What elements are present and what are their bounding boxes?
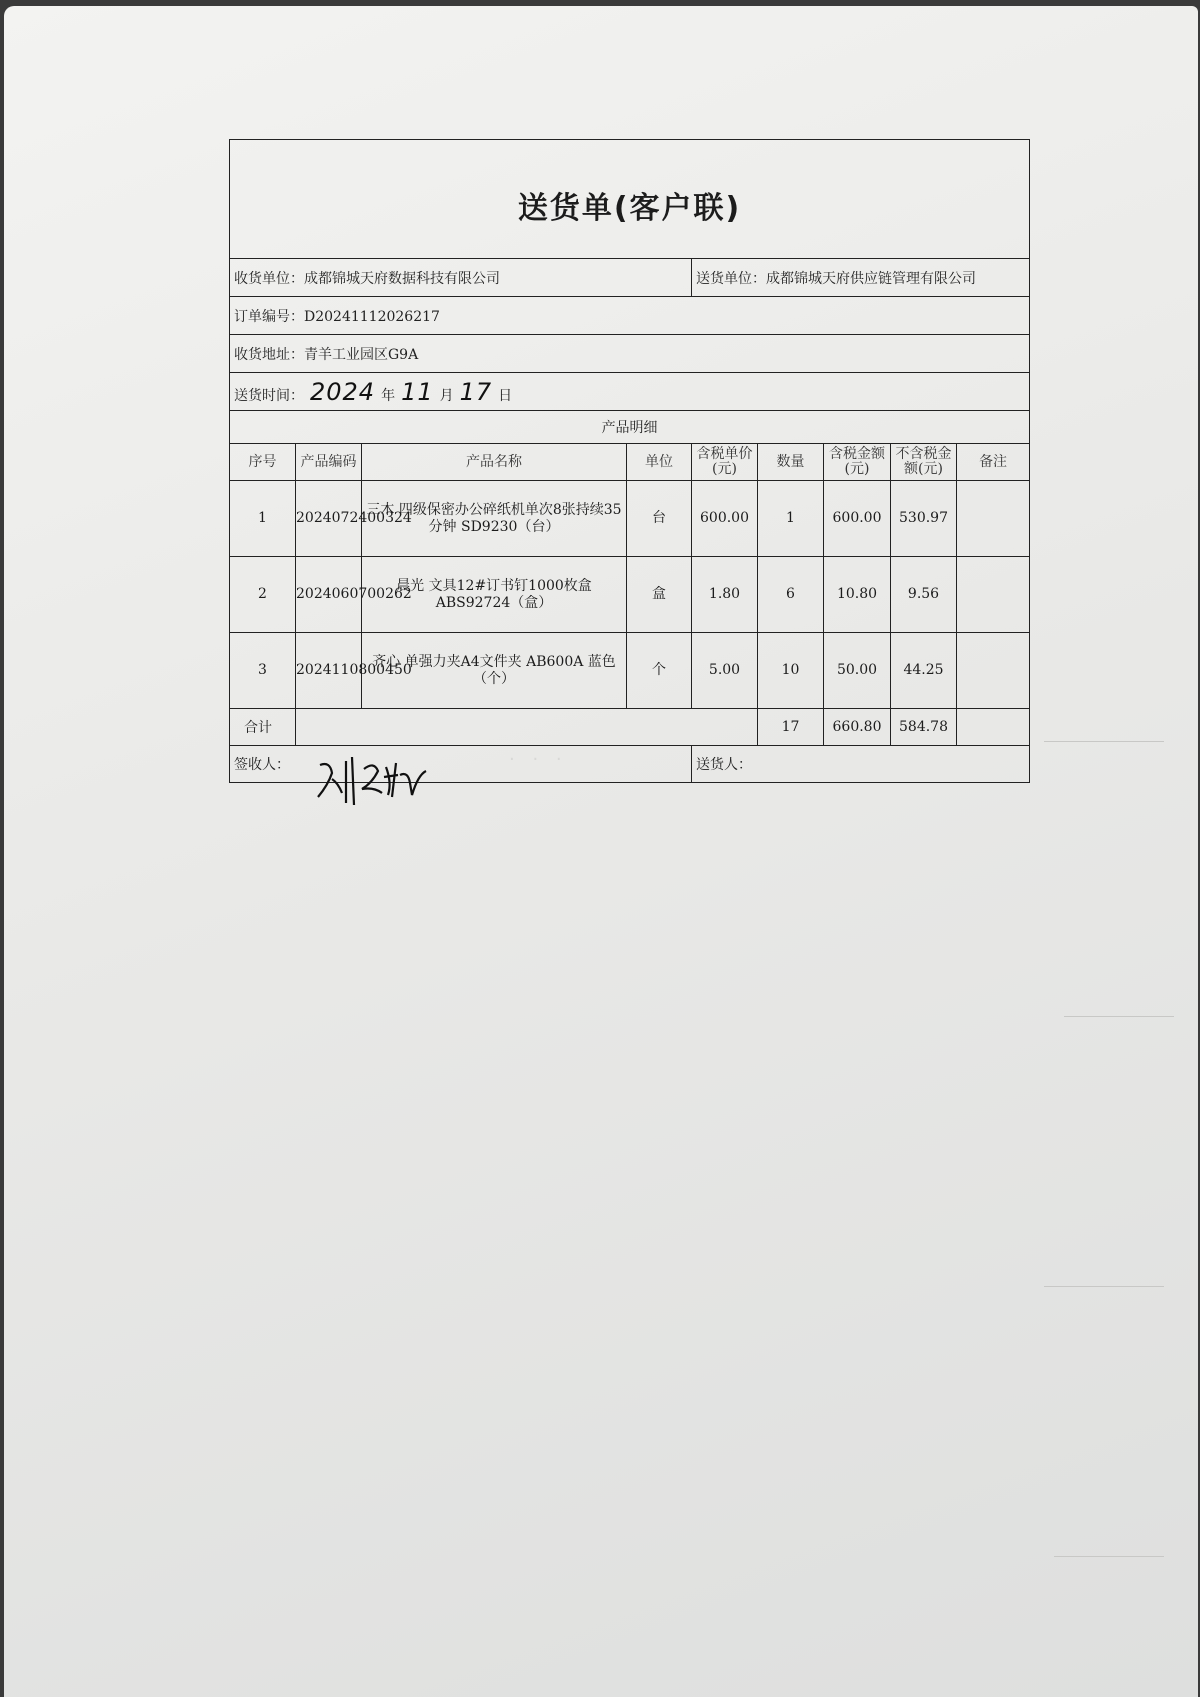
- handwritten-month: 11: [401, 377, 434, 406]
- item-net: 9.56: [891, 557, 957, 633]
- item-no: 1: [230, 481, 296, 557]
- total-blank: [296, 709, 758, 746]
- col-header-amount: 含税金额(元): [824, 444, 891, 481]
- item-no: 2: [230, 557, 296, 633]
- address-label: 收货地址：: [234, 346, 304, 363]
- item-qty: 1: [758, 481, 824, 557]
- year-char: 年: [381, 387, 396, 404]
- col-header-net: 不含税金额(元): [891, 444, 957, 481]
- total-remark: [957, 709, 1030, 746]
- section-title: 产品明细: [230, 411, 1030, 444]
- total-amount: 660.80: [824, 709, 891, 746]
- delivery-time-label: 送货时间：: [234, 387, 304, 404]
- document-title: 送货单(客户联): [230, 140, 1030, 259]
- deliverer-label: 送货人：: [696, 757, 752, 773]
- month-char: 月: [439, 387, 454, 404]
- delivery-table: [229, 139, 1030, 783]
- item-code: 2024060700262: [296, 557, 362, 633]
- item-unit: 台: [627, 481, 692, 557]
- item-name: 三木 四级保密办公碎纸机单次8张持续35分钟 SD9230（台）: [362, 481, 627, 557]
- item-name: 晨光 文具12#订书钉1000枚盒 ABS92724（盒）: [362, 557, 627, 633]
- table-row: [230, 481, 1030, 557]
- order-label: 订单编号：: [234, 308, 304, 325]
- delivery-time-cell: [230, 373, 1030, 411]
- item-price: 600.00: [692, 481, 758, 557]
- col-header-remark: 备注: [957, 444, 1030, 481]
- col-header-name: 产品名称: [362, 444, 627, 481]
- paper-sheet: [4, 6, 1198, 1697]
- total-net: 584.78: [891, 709, 957, 746]
- sender-value: 成都锦城天府供应链管理有限公司: [766, 270, 976, 287]
- item-unit: 个: [627, 633, 692, 709]
- delivery-note: [229, 139, 1029, 783]
- item-net: 530.97: [891, 481, 957, 557]
- receiver-label: 收货单位：: [234, 270, 304, 287]
- receiver-cell: [230, 259, 692, 297]
- column-header-row: [230, 444, 1030, 481]
- item-remark: [957, 481, 1030, 557]
- handwritten-year: 2024: [310, 377, 376, 406]
- table-row: [230, 633, 1030, 709]
- handwritten-day: 17: [459, 377, 493, 406]
- signer-cell: [230, 746, 692, 783]
- total-qty: 17: [758, 709, 824, 746]
- item-price: 1.80: [692, 557, 758, 633]
- item-price: 5.00: [692, 633, 758, 709]
- col-header-qty: 数量: [758, 444, 824, 481]
- address-value: 青羊工业园区G9A: [304, 346, 419, 363]
- table-row: [230, 557, 1030, 633]
- item-amount: 10.80: [824, 557, 891, 633]
- deliverer-cell: [692, 746, 1030, 783]
- total-label: 合计: [230, 709, 296, 746]
- signer-label: 签收人：: [234, 757, 290, 773]
- item-qty: 10: [758, 633, 824, 709]
- order-number-cell: [230, 297, 1030, 335]
- sender-cell: [692, 259, 1030, 297]
- total-row: [230, 709, 1030, 746]
- col-header-code: 产品编码: [296, 444, 362, 481]
- col-header-unit: 单位: [627, 444, 692, 481]
- item-unit: 盒: [627, 557, 692, 633]
- item-code: 2024072400324: [296, 481, 362, 557]
- item-code: 2024110800450: [296, 633, 362, 709]
- address-cell: [230, 335, 1030, 373]
- item-amount: 600.00: [824, 481, 891, 557]
- order-value: D20241112026217: [304, 308, 440, 325]
- col-header-no: 序号: [230, 444, 296, 481]
- item-remark: [957, 633, 1030, 709]
- item-amount: 50.00: [824, 633, 891, 709]
- item-net: 44.25: [891, 633, 957, 709]
- col-header-price: 含税单价(元): [692, 444, 758, 481]
- handwritten-signature: [312, 753, 432, 808]
- item-remark: [957, 557, 1030, 633]
- day-char: 日: [498, 387, 513, 404]
- item-no: 3: [230, 633, 296, 709]
- sender-label: 送货单位：: [696, 270, 766, 287]
- receiver-value: 成都锦城天府数据科技有限公司: [304, 270, 500, 287]
- item-name: 齐心 单强力夹A4文件夹 AB600A 蓝色（个）: [362, 633, 627, 709]
- show-through-text: · · ·: [509, 749, 568, 770]
- item-qty: 6: [758, 557, 824, 633]
